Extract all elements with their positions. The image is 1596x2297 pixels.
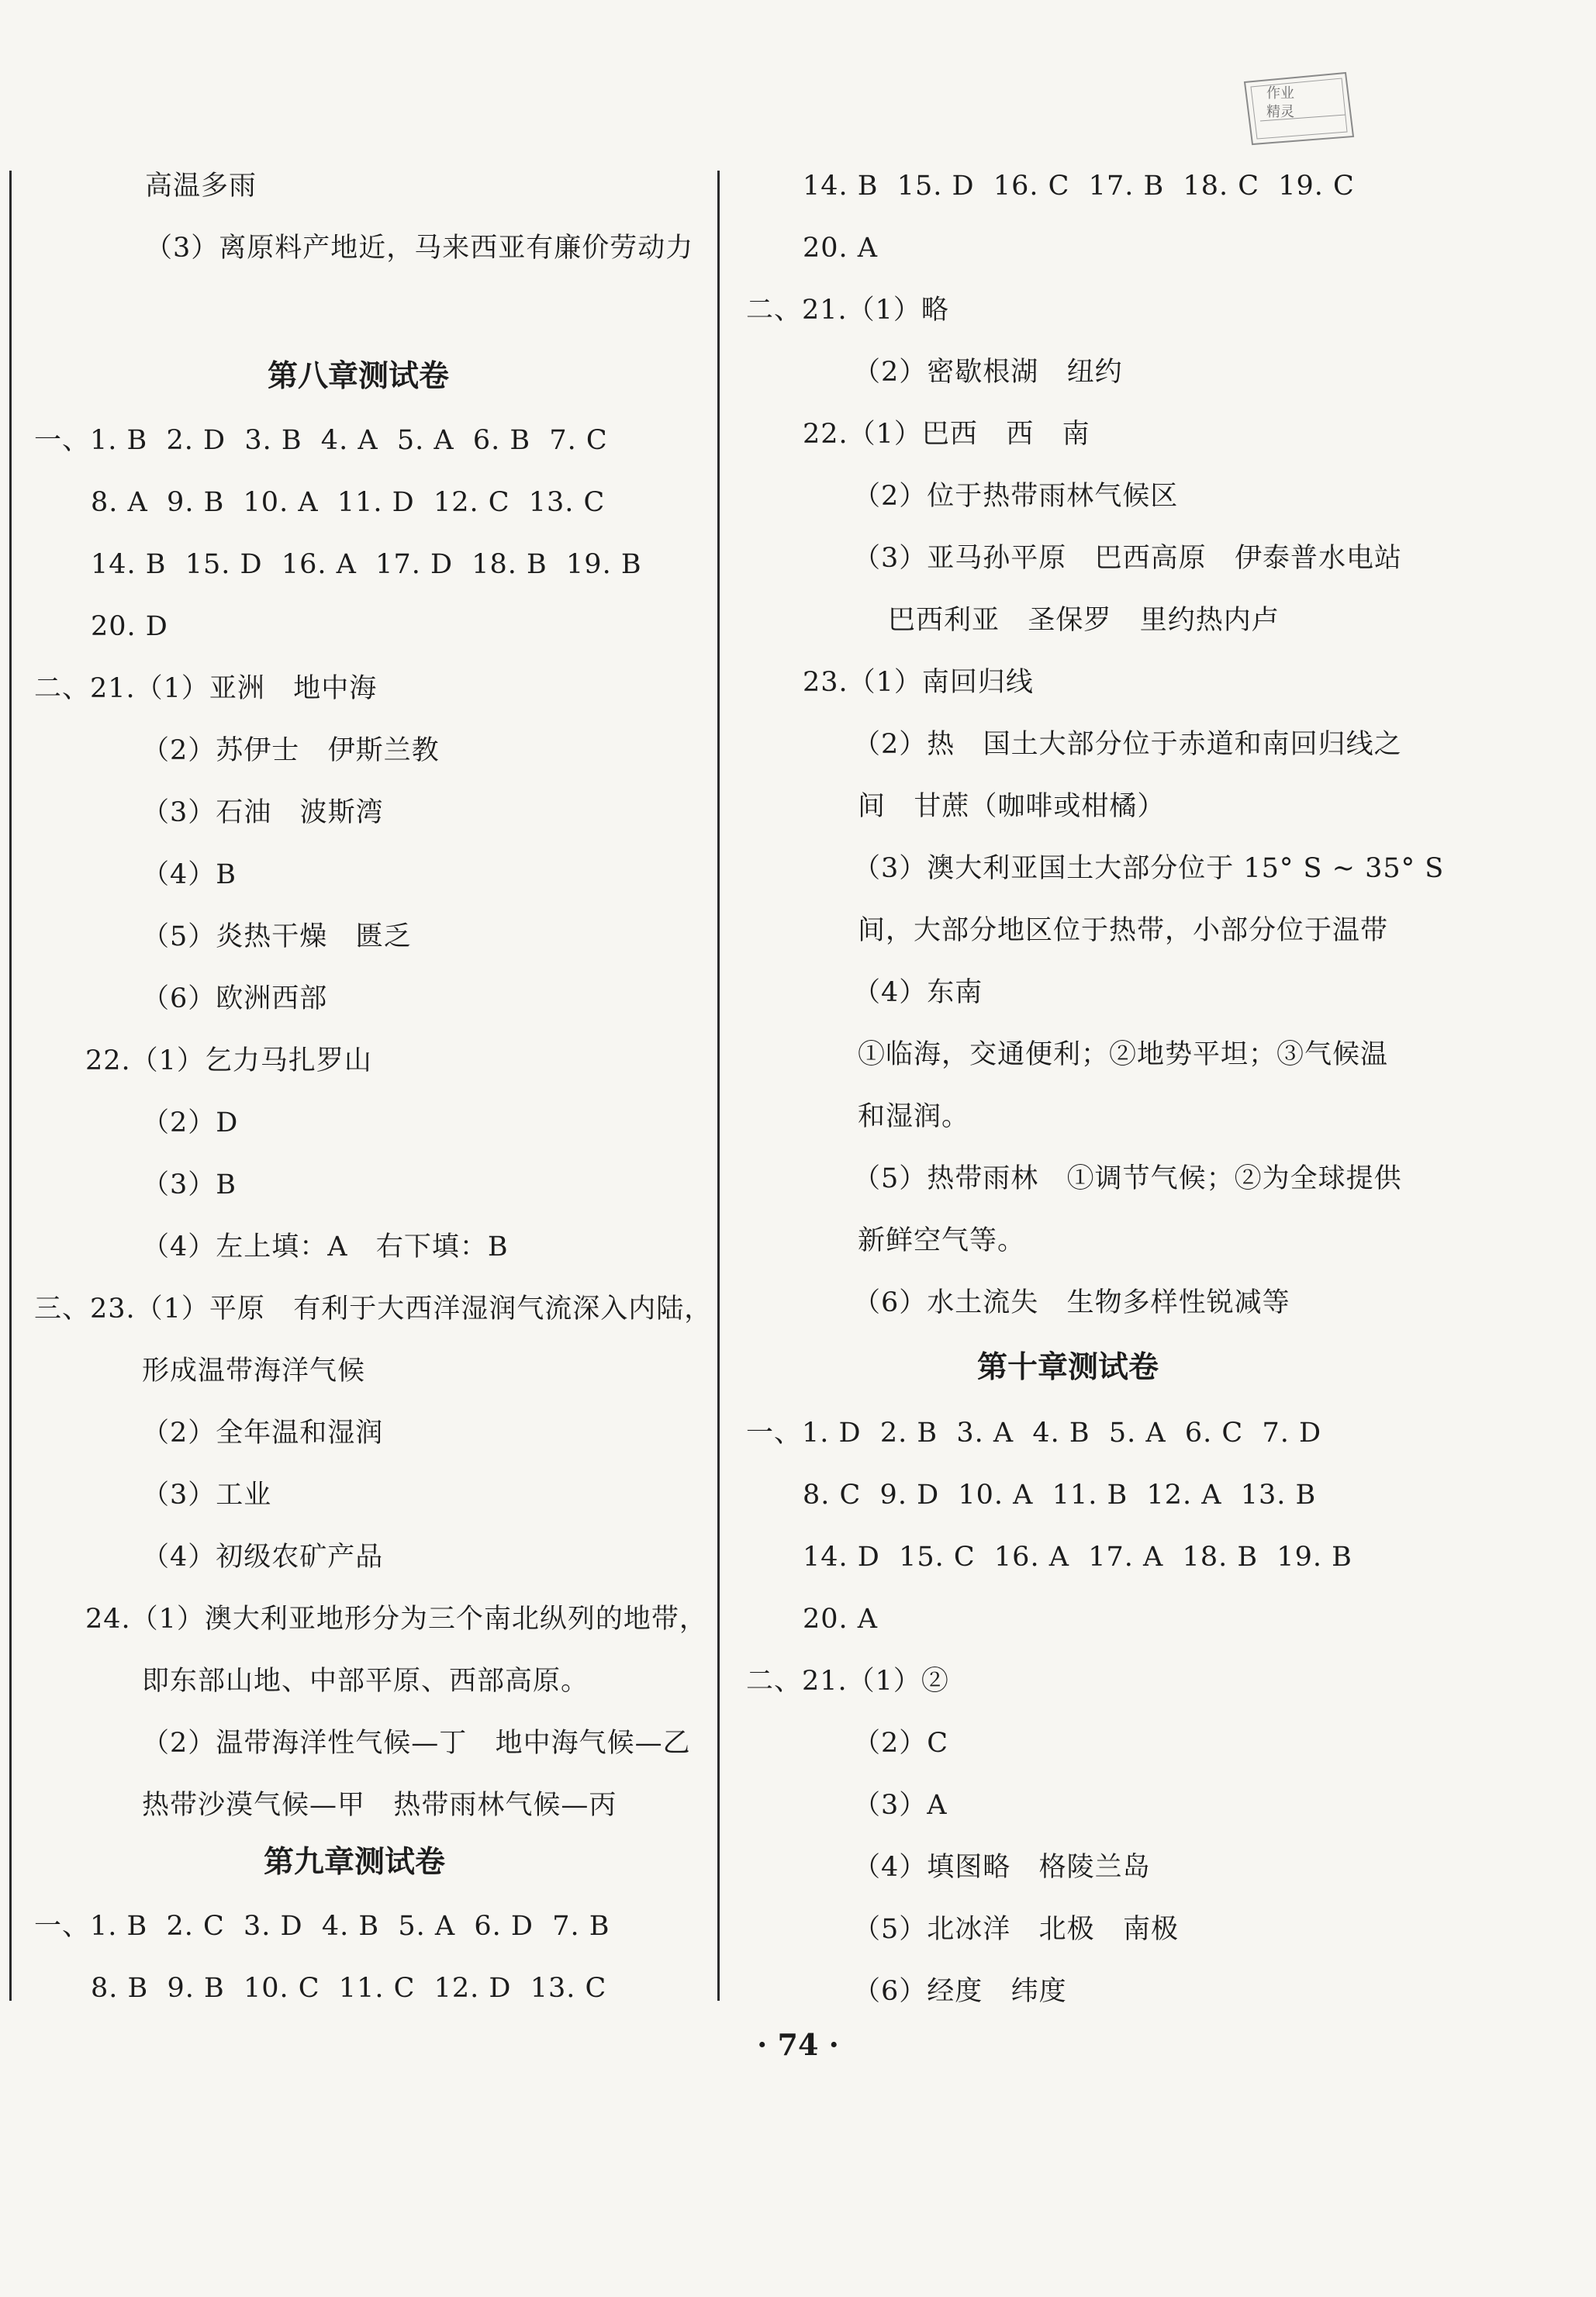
answer-line: 一、1. B 2. D 3. B 4. A 5. A 6. B 7. C (34, 425, 608, 456)
answer-line: 20. D (91, 611, 168, 642)
answer-line: 20. A (803, 1604, 879, 1635)
answer-line: （2）苏伊士 伊斯兰教 (142, 735, 440, 766)
section-title-chapter-9: 第九章测试卷 (264, 1845, 446, 1880)
answer-line: 24.（1）澳大利亚地形分为三个南北纵列的地带， (85, 1604, 707, 1635)
answer-line: 即东部山地、中部平原、西部高原。 (142, 1666, 589, 1697)
stamp-logo (1229, 67, 1361, 152)
answer-line: 二、21.（1）亚洲 地中海 (34, 673, 378, 704)
answer-line: 形成温带海洋气候 (142, 1356, 366, 1387)
answer-line: （2）D (142, 1107, 239, 1138)
answer-line: （2）密歇根湖 纽约 (853, 357, 1123, 388)
answer-line: 8. A 9. B 10. A 11. D 12. C 13. C (91, 487, 606, 518)
answer-line: （3）B (142, 1169, 237, 1200)
section-title-chapter-10: 第十章测试卷 (977, 1350, 1159, 1385)
column-divider (717, 171, 720, 2001)
answer-line: 14. B 15. D 16. C 17. B 18. C 19. C (803, 171, 1355, 202)
section-title-chapter-8: 第八章测试卷 (268, 359, 450, 394)
answer-line: 和湿润。 (858, 1101, 970, 1132)
answer-line: 巴西利亚 圣保罗 里约热内卢 (888, 605, 1280, 636)
answer-line: 23.（1）南回归线 (803, 667, 1034, 698)
answer-line: 新鲜空气等。 (858, 1225, 1026, 1256)
answer-line: （2）全年温和湿润 (142, 1418, 384, 1449)
answer-line: 间，大部分地区位于热带，小部分位于温带 (858, 915, 1389, 946)
answer-line: （2）C (853, 1728, 949, 1759)
answer-line: 8. B 9. B 10. C 11. C 12. D 13. C (91, 1973, 607, 2004)
answer-line: 20. A (803, 233, 879, 264)
answer-line: （2）热 国土大部分位于赤道和南回归线之 (853, 729, 1402, 760)
answer-line: （3）亚马孙平原 巴西高原 伊泰普水电站 (853, 543, 1403, 574)
stamp-line2: 精灵 (1266, 104, 1294, 120)
answer-line: （6）经度 纬度 (853, 1976, 1067, 2007)
answer-line: 8. C 9. D 10. A 11. B 12. A 13. B (803, 1480, 1317, 1511)
answer-line: （5）北冰洋 北极 南极 (853, 1914, 1180, 1945)
answer-line: （6）欧洲西部 (142, 983, 328, 1014)
answer-line: （4）初级农矿产品 (142, 1542, 384, 1573)
answer-line: 间 甘蔗（咖啡或柑橘） (858, 791, 1166, 822)
answer-line: （6）水土流失 生物多样性锐减等 (853, 1287, 1290, 1318)
answer-line: 二、21.（1）② (746, 1666, 949, 1697)
answer-line: 22.（1）乞力马扎罗山 (85, 1045, 372, 1076)
answer-line: （5）热带雨林 ①调节气候；②为全球提供 (853, 1163, 1402, 1194)
answer-line: （4）填图略 格陵兰岛 (853, 1852, 1151, 1883)
answer-line: 22.（1）巴西 西 南 (803, 419, 1090, 450)
answer-line: 高温多雨 (145, 171, 257, 202)
answer-line: （5）炎热干燥 匮乏 (142, 921, 412, 952)
answer-line: （2）位于热带雨林气候区 (853, 481, 1179, 512)
answer-line: 热带沙漠气候—甲 热带雨林气候—丙 (142, 1790, 617, 1821)
answer-line: 14. D 15. C 16. A 17. A 18. B 19. B (803, 1542, 1352, 1573)
answer-line: 一、1. D 2. B 3. A 4. B 5. A 6. C 7. D (746, 1418, 1322, 1449)
answer-line: 二、21.（1）略 (746, 295, 949, 326)
answer-line: ①临海，交通便利；②地势平坦；③气候温 (858, 1039, 1389, 1070)
answer-line: 14. B 15. D 16. A 17. D 18. B 19. B (91, 549, 642, 580)
answer-line: （2）温带海洋性气候—丁 地中海气候—乙 (142, 1728, 691, 1759)
answer-line: （4）B (142, 859, 237, 890)
left-margin-rule (9, 171, 12, 2001)
answer-line: （3）工业 (142, 1480, 272, 1511)
answer-line: （3）离原料产地近，马来西亚有廉价劳动力 (145, 233, 694, 264)
answer-line: （4）左上填：A 右下填：B (142, 1231, 509, 1262)
stamp-line1: 作业 (1266, 85, 1294, 102)
answer-line: （3）澳大利亚国土大部分位于 15° S ~ 35° S (853, 853, 1445, 884)
answer-line: （3）A (853, 1790, 948, 1821)
answer-line: 三、23.（1）平原 有利于大西洋湿润气流深入内陆， (34, 1294, 713, 1325)
answer-line: 一、1. B 2. C 3. D 4. B 5. A 6. D 7. B (34, 1911, 610, 1942)
page-number: · 74 · (757, 2027, 839, 2062)
answer-line: （4）东南 (853, 977, 983, 1008)
answer-line: （3）石油 波斯湾 (142, 797, 384, 828)
